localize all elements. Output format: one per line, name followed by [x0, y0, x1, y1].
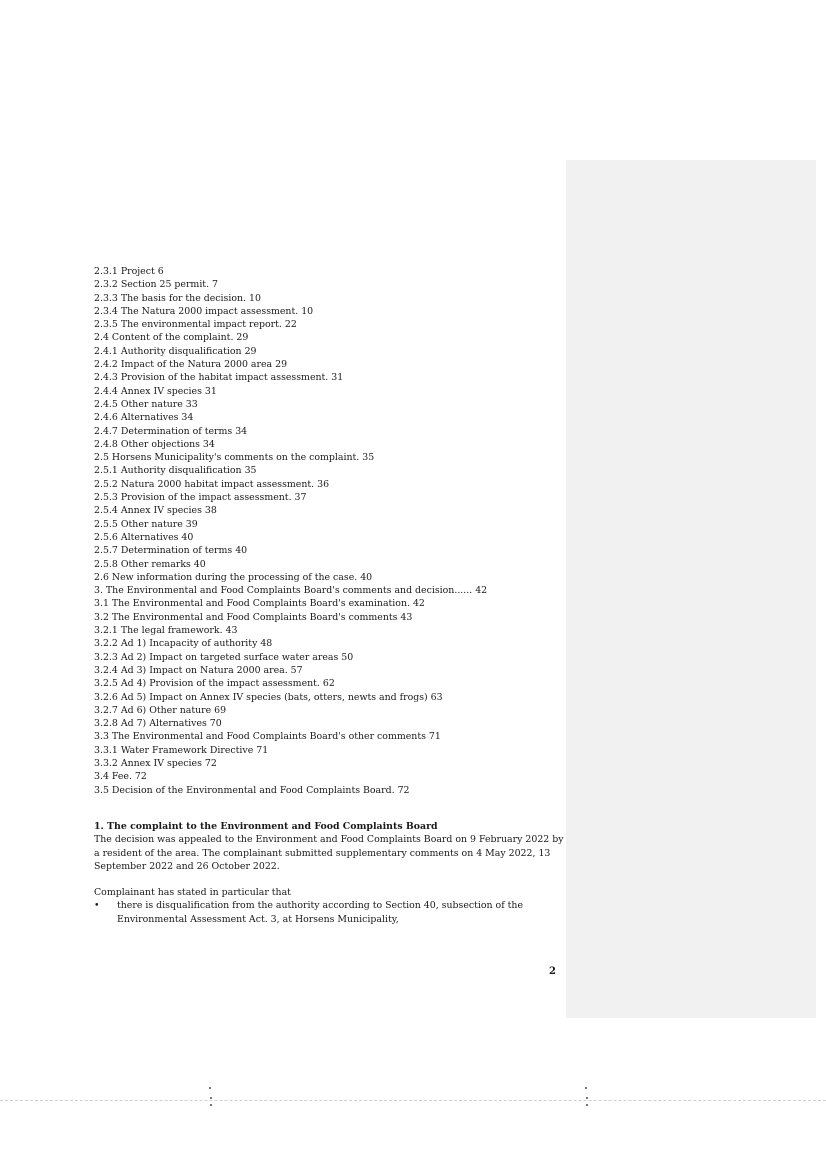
- toc-entry: 2.4.4 Annex IV species 31: [94, 385, 217, 397]
- toc-entry: 3.2.4 Ad 3) Impact on Natura 2000 area. 57: [94, 664, 303, 676]
- toc-entry: 2.5.2 Natura 2000 habitat impact assessment. 36: [94, 478, 330, 490]
- bullet-item: [94, 899, 564, 926]
- toc-entry: 3.2.2 Ad 1) Incapacity of authority 48: [94, 638, 273, 650]
- toc-entry: 2.4.8 Other objections 34: [94, 438, 215, 450]
- toc-entry: 2.5.6 Alternatives 40: [94, 531, 194, 543]
- section-paragraph: The decision was appealed to the Environment and Food Complaints Board on 9 February 2022 by a resident of the area. The complainant submitted supplementary comments on 4 May 2022, 13 September 2022 and 26 October 2022.: [94, 834, 564, 872]
- scan-artifact-mark: [210, 1104, 212, 1106]
- toc-entry: 2.5.5 Other nature 39: [94, 518, 198, 530]
- toc-entry: 3.1 The Environmental and Food Complaints Board's examination. 42: [94, 598, 425, 610]
- toc-entry: 2.3.5 The environmental impact report. 22: [94, 319, 297, 331]
- toc-entry: 2.4.7 Determination of terms 34: [94, 425, 248, 437]
- toc-entry: 3.2.8 Ad 7) Alternatives 70: [94, 718, 222, 730]
- page-number: 2: [549, 966, 556, 977]
- scan-artifact-mark: [210, 1097, 212, 1099]
- paragraph-gap: [94, 873, 564, 886]
- bullet-dot-icon: •: [94, 900, 100, 912]
- toc-entry: 2.4.6 Alternatives 34: [94, 412, 194, 424]
- scan-artifact-mark: [585, 1087, 587, 1089]
- toc-entry: 2.4.5 Other nature 33: [94, 398, 198, 410]
- scan-artifact-mark: [586, 1097, 588, 1099]
- toc-entry: 2.5 Horsens Municipality's comments on the complaint. 35: [94, 452, 375, 464]
- toc-entry: 3.3.2 Annex IV species 72: [94, 757, 217, 769]
- table-of-contents: [94, 265, 564, 797]
- toc-entry: 2.5.7 Determination of terms 40: [94, 545, 248, 557]
- toc-entry: 2.3.3 The basis for the decision. 10: [94, 292, 261, 304]
- bullet-text: there is disqualification from the authority according to Section 40, subsection of the Environmental Assessment Act. 3, at Horsens Municipality,: [117, 900, 524, 925]
- toc-entry: 3.3 The Environmental and Food Complaints Board's other comments 71: [94, 731, 441, 743]
- toc-entry: 3.5 Decision of the Environmental and Food Complaints Board. 72: [94, 784, 410, 796]
- toc-entry: 2.4.2 Impact of the Natura 2000 area 29: [94, 359, 288, 371]
- toc-entry: 3.2.5 Ad 4) Provision of the impact assessment. 62: [94, 678, 335, 690]
- toc-entry: 2.5.4 Annex IV species 38: [94, 505, 217, 517]
- scan-artifact-mark: [586, 1104, 588, 1106]
- toc-entry: 3.2.6 Ad 5) Impact on Annex IV species (bats, otters, newts and frogs) 63: [94, 691, 443, 703]
- section-paragraph-intro: Complainant has stated in particular that: [94, 887, 291, 899]
- toc-entry: 3.2.1 The legal framework. 43: [94, 625, 238, 637]
- toc-entry: 2.3.2 Section 25 permit. 7: [94, 279, 219, 291]
- toc-entry: 2.4.1 Authority disqualification 29: [94, 345, 257, 357]
- complaint-section: [94, 820, 564, 926]
- toc-entry: 2.3.1 Project 6: [94, 266, 164, 277]
- toc-entry: 2.5.1 Authority disqualification 35: [94, 465, 257, 477]
- toc-entry: 3.3.1 Water Framework Directive 71: [94, 744, 269, 756]
- toc-entry: 3. The Environmental and Food Complaints Board's comments and decision...... 42: [94, 585, 488, 597]
- toc-entry: 2.5.8 Other remarks 40: [94, 558, 206, 570]
- scan-artifact-line: [0, 1100, 826, 1101]
- toc-entry: 2.4.3 Provision of the habitat impact assessment. 31: [94, 372, 344, 384]
- toc-entry: 3.2 The Environmental and Food Complaints Board's comments 43: [94, 611, 413, 623]
- scan-artifact-mark: [209, 1087, 211, 1089]
- toc-entry: 2.4 Content of the complaint. 29: [94, 332, 249, 344]
- scan-shadow: [566, 160, 816, 1018]
- toc-entry: 3.2.7 Ad 6) Other nature 69: [94, 704, 227, 716]
- toc-entry: 3.2.3 Ad 2) Impact on targeted surface water areas 50: [94, 651, 354, 663]
- toc-entry: 2.6 New information during the processing of the case. 40: [94, 571, 373, 583]
- section-heading: 1. The complaint to the Environment and Food Complaints Board: [94, 821, 438, 832]
- toc-entry: 3.4 Fee. 72: [94, 771, 147, 783]
- toc-entry: 2.5.3 Provision of the impact assessment. 37: [94, 492, 307, 504]
- toc-entry: 2.3.4 The Natura 2000 impact assessment. 10: [94, 305, 314, 317]
